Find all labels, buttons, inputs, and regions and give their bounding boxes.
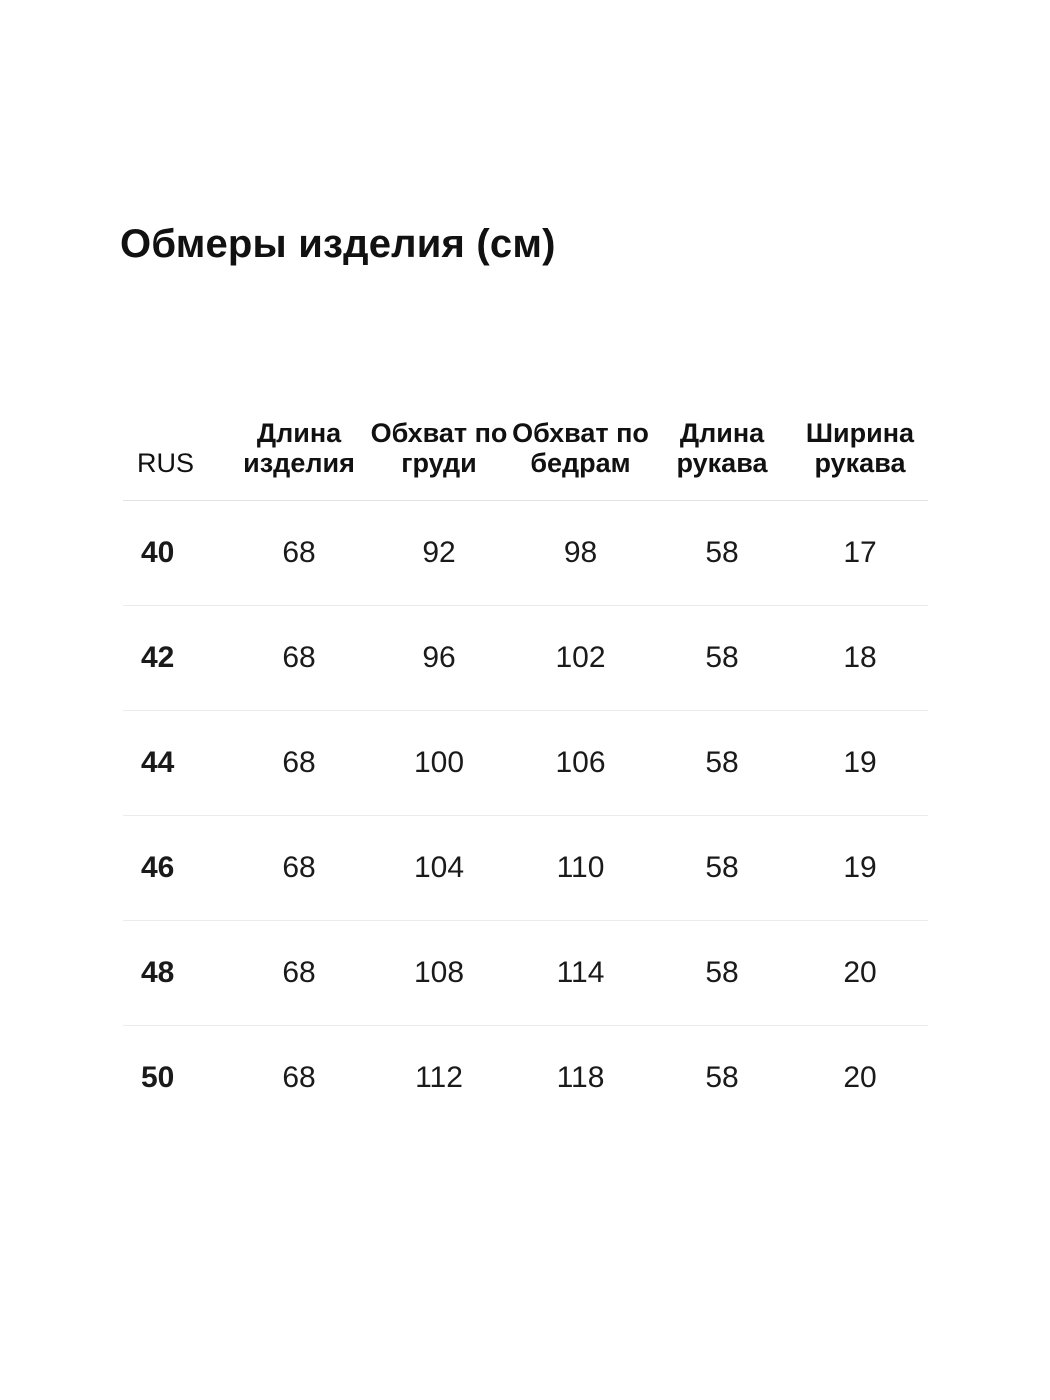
cell-length: 68 bbox=[282, 1061, 316, 1095]
cell-length: 68 bbox=[229, 921, 369, 1026]
cell-sleeve-width: 20 bbox=[792, 921, 928, 1026]
cell-sleeve-length: 58 bbox=[652, 501, 792, 606]
table-row bbox=[123, 501, 928, 606]
cell-chest: 100 bbox=[369, 711, 509, 816]
cell-rus: 44 bbox=[123, 711, 229, 816]
cell-chest: 108 bbox=[369, 921, 509, 1026]
cell-hips: 118 bbox=[556, 1061, 605, 1095]
table-row bbox=[123, 711, 928, 816]
cell-rus: 46 bbox=[123, 816, 229, 921]
table-row bbox=[123, 816, 928, 921]
cell-sleeve-length: 58 bbox=[652, 816, 792, 921]
table-body bbox=[123, 501, 928, 1131]
column-header-sleeve-length: Длина рукава bbox=[652, 418, 792, 501]
cell-sleeve-width: 17 bbox=[792, 501, 928, 606]
cell-rus: 42 bbox=[123, 606, 229, 711]
table-row bbox=[123, 606, 928, 711]
column-header-length: Длина изделия bbox=[229, 418, 369, 501]
cell-hips: 102 bbox=[509, 606, 652, 711]
cell-hips: 106 bbox=[509, 711, 652, 816]
column-header-rus: RUS bbox=[123, 418, 229, 501]
cell-rus: 48 bbox=[123, 921, 229, 1026]
table-row bbox=[123, 1026, 928, 1131]
size-table-container bbox=[123, 418, 928, 1130]
cell-length: 68 bbox=[229, 711, 369, 816]
cell-chest: 104 bbox=[369, 816, 509, 921]
column-header-chest: Обхват по груди bbox=[369, 418, 509, 501]
cell-length: 68 bbox=[229, 816, 369, 921]
cell-chest: 112 bbox=[415, 1061, 463, 1095]
cell-sleeve-length: 58 bbox=[652, 606, 792, 711]
cell-chest: 96 bbox=[369, 606, 509, 711]
table-header-row bbox=[123, 418, 928, 501]
cell-chest: 92 bbox=[369, 501, 509, 606]
cell-sleeve-width: 18 bbox=[792, 606, 928, 711]
cell-hips: 110 bbox=[509, 816, 652, 921]
column-header-hips: Обхват по бедрам bbox=[509, 418, 652, 501]
cell-sleeve-length: 58 bbox=[652, 711, 792, 816]
page-title: Обмеры изделия (см) bbox=[120, 222, 556, 266]
cell-sleeve-width: 20 bbox=[843, 1061, 877, 1095]
cell-sleeve-length: 58 bbox=[705, 1061, 739, 1095]
cell-length: 68 bbox=[229, 606, 369, 711]
table-header bbox=[123, 418, 928, 501]
cell-sleeve-width: 19 bbox=[792, 816, 928, 921]
cell-hips: 114 bbox=[509, 921, 652, 1026]
table-row bbox=[123, 921, 928, 1026]
cell-rus: 50 bbox=[141, 1061, 175, 1095]
column-header-sleeve-width: Ширина рукава bbox=[792, 418, 928, 501]
cell-sleeve-length: 58 bbox=[652, 921, 792, 1026]
cell-length: 68 bbox=[229, 501, 369, 606]
cell-rus: 40 bbox=[123, 501, 229, 606]
size-table bbox=[123, 418, 928, 1130]
cell-sleeve-width: 19 bbox=[792, 711, 928, 816]
cell-hips: 98 bbox=[509, 501, 652, 606]
